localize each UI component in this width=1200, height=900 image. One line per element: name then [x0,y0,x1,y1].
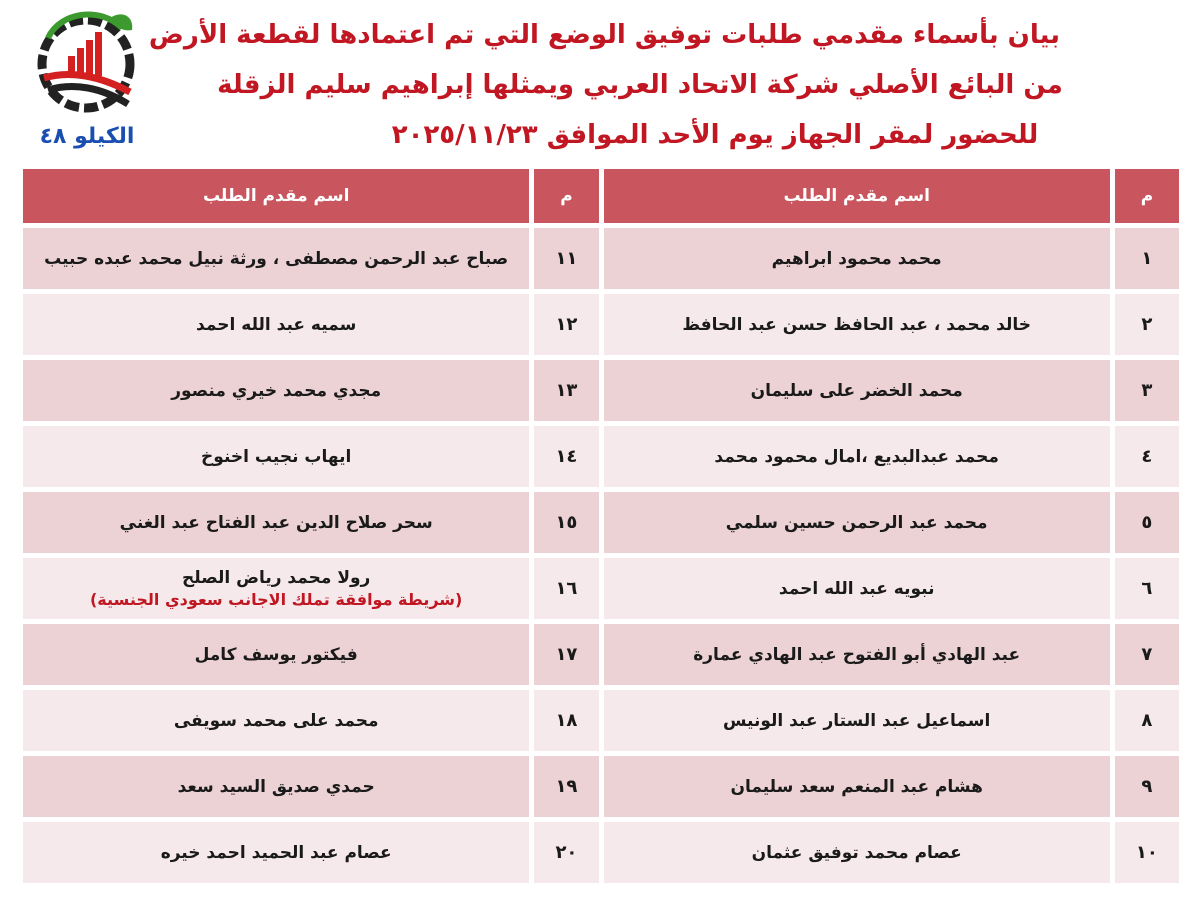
applicant-note: (شريطة موافقة تملك الاجانب سعودي الجنسية) [89,590,463,609]
table-row [23,624,1179,685]
table-row [23,360,1179,421]
applicant-name: خالد محمد ، عبد الحافظ حسن عبد الحافظ [604,294,1110,355]
row-number: ٦ [1115,558,1179,619]
applicant-name: محمد محمود ابراهيم [604,228,1110,289]
header-num-2: م [534,169,598,223]
row-number: ٧ [1115,624,1179,685]
row-number: ٩ [1115,756,1179,817]
row-number: ١٣ [534,360,598,421]
header-name-2: اسم مقدم الطلب [23,169,529,223]
row-number: ٢٠ [534,822,598,883]
applicant-name: نبويه عبد الله احمد [604,558,1110,619]
applicant-name: عبد الهادي أبو الفتوح عبد الهادي عمارة [604,624,1110,685]
applicant-name: حمدي صديق السيد سعد [23,756,529,817]
applicant-name: اسماعيل عبد الستار عبد الونيس [604,690,1110,751]
row-number: ١١ [534,228,598,289]
table-row [23,492,1179,553]
applicant-name: محمد على محمد سويفى [23,690,529,751]
row-number: ١٨ [534,690,598,751]
row-number: ٨ [1115,690,1179,751]
header-num-1: م [1115,169,1179,223]
applicant-name: ايهاب نجيب اخنوخ [23,426,529,487]
row-number: ١٢ [534,294,598,355]
row-number: ١٩ [534,756,598,817]
row-number: ١٧ [534,624,598,685]
table-row [23,756,1179,817]
header-name-1: اسم مقدم الطلب [604,169,1110,223]
applicant-name: مجدي محمد خيري منصور [23,360,529,421]
document-header [148,10,1080,160]
applicant-name: سميه عبد الله احمد [23,294,529,355]
row-number: ١ [1115,228,1179,289]
table-row [23,822,1179,883]
table-row [23,426,1179,487]
row-number: ٣ [1115,360,1179,421]
table-row [23,558,1179,619]
header-line-3: للحضور لمقر الجهاز يوم الأحد الموافق ٢٠٢٥/١١/٢٣ [391,120,1039,150]
row-number: ١٤ [534,426,598,487]
row-number: ٢ [1115,294,1179,355]
row-number: ١٠ [1115,822,1179,883]
applicant-name: رولا محمد رياض الصلح [182,568,371,588]
applicant-name: عصام محمد توفيق عثمان [604,822,1110,883]
applicant-name: عصام عبد الحميد احمد خيره [23,822,529,883]
table-header-row [23,169,1179,223]
logo-text: الكيلو ٤٨ [39,124,135,149]
table-row [23,690,1179,751]
row-number: ٥ [1115,492,1179,553]
applicant-name: هشام عبد المنعم سعد سليمان [604,756,1110,817]
applicant-name: محمد عبد الرحمن حسين سلمي [604,492,1110,553]
applicant-name: محمد الخضر على سليمان [604,360,1110,421]
row-number: ١٥ [534,492,598,553]
row-number: ٤ [1115,426,1179,487]
row-number: ١٦ [534,558,598,619]
applicant-name-with-note [23,558,529,619]
city-logo [22,6,152,154]
applicant-name: فيكتور يوسف كامل [23,624,529,685]
table-row [23,228,1179,289]
city-emblem-icon [30,6,142,124]
applicant-name: سحر صلاح الدين عبد الفتاح عبد الغني [23,492,529,553]
header-line-1: بيان بأسماء مقدمي طلبات توفيق الوضع التي تم اعتمادها لقطعة الأرض [148,20,1060,50]
applicants-table [18,164,1184,888]
applicant-name: محمد عبدالبديع ،امال محمود محمد [604,426,1110,487]
header-line-2: من البائع الأصلي شركة الاتحاد العربي ويمثلها إبراهيم سليم الزقلة [217,70,1063,100]
applicant-name: صباح عبد الرحمن مصطفى ، ورثة نبيل محمد عبده حبيب [23,228,529,289]
table-row [23,294,1179,355]
